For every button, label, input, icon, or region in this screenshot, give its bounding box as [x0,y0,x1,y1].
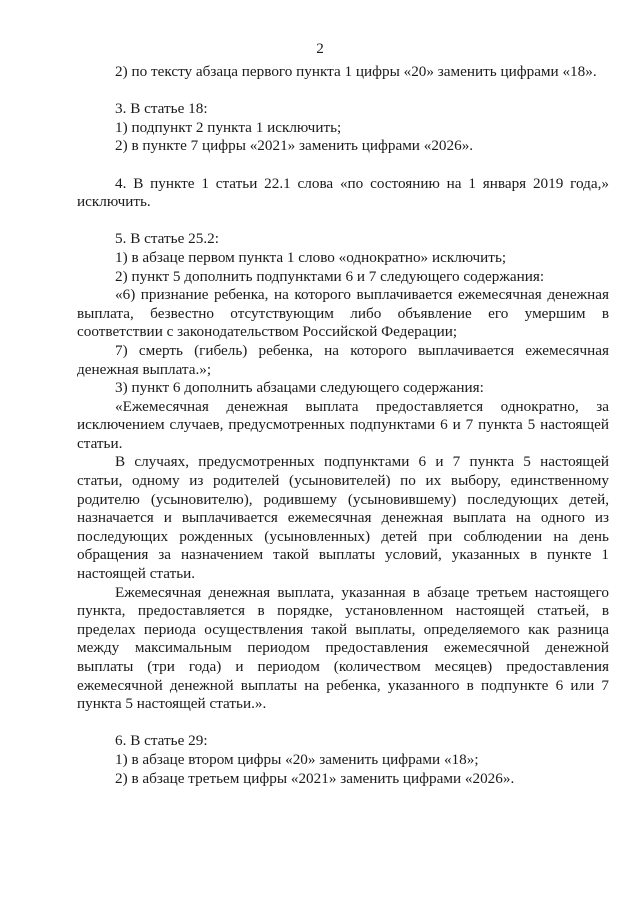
paragraph: 7) смерть (гибель) ребенка, на которого выплачивается ежемесячная денежная выплата.»; [77,341,609,378]
paragraph: «Ежемесячная денежная выплата предоставляется однократно, за исключением случаев, предусмотренных подпунктами 6 и 7 пункта 5 настоящей статьи. [77,397,609,452]
paragraph: 3. В статье 18: [115,100,208,118]
paragraph: 1) в абзаце первом пункта 1 слово «однократно» исключить; [115,248,507,266]
paragraph: 1) в абзаце втором цифры «20» заменить цифрами «18»; [115,750,479,768]
paragraph: 1) подпункт 2 пункта 1 исключить; [115,118,342,136]
paragraph: Ежемесячная денежная выплата, указанная в абзаце третьем настоящего пункта, предоставляется в порядке, установленном настоящей статьей, в пределах периода осуществления такой выплаты, определяемого как разница между максимальным периодом предоставления ежемесячной денежной выплаты (три года) и периодом (количеством месяцев) предоставления ежемесячной денежной выплаты на ребенка, указанного в подпункте 6 или 7 пункта 5 настоящей статьи.». [77,583,609,713]
paragraph: 6. В статье 29: [115,732,208,750]
page-number: 2 [316,40,324,57]
paragraph: 2) в абзаце третьем цифры «2021» заменить цифрами «2026». [115,769,515,787]
paragraph: 5. В статье 25.2: [115,230,219,248]
paragraph: 2) в пункте 7 цифры «2021» заменить цифрами «2026». [115,137,474,155]
paragraph: 2) пункт 5 дополнить подпунктами 6 и 7 следующего содержания: [115,267,545,285]
paragraph: 4. В пункте 1 статьи 22.1 слова «по состоянию на 1 января 2019 года,» исключить. [77,174,609,211]
document-body [77,63,609,788]
paragraph: В случаях, предусмотренных подпунктами 6 и 7 пункта 5 настоящей статьи, одному из родителей (усыновителей) по их выбору, единственному родителю (усыновителю), родившему (усыновившему) последующих детей, назначается и выплачивается ежемесячная денежная выплата на одного из последующих рожденных (усыновленных) детей при соблюдении на день обращения за назначением такой выплаты условий, указанных в пункте 1 настоящей статьи. [77,453,609,583]
paragraph: 2) по тексту абзаца первого пункта 1 цифры «20» заменить цифрами «18». [115,63,597,80]
paragraph: 3) пункт 6 дополнить абзацами следующего содержания: [115,379,484,397]
paragraph: «6) признание ребенка, на которого выплачивается ежемесячная денежная выплата, безвестно отсутствующим либо объявление его умершим в соответствии с законодательством Российской Федерации; [77,286,609,341]
